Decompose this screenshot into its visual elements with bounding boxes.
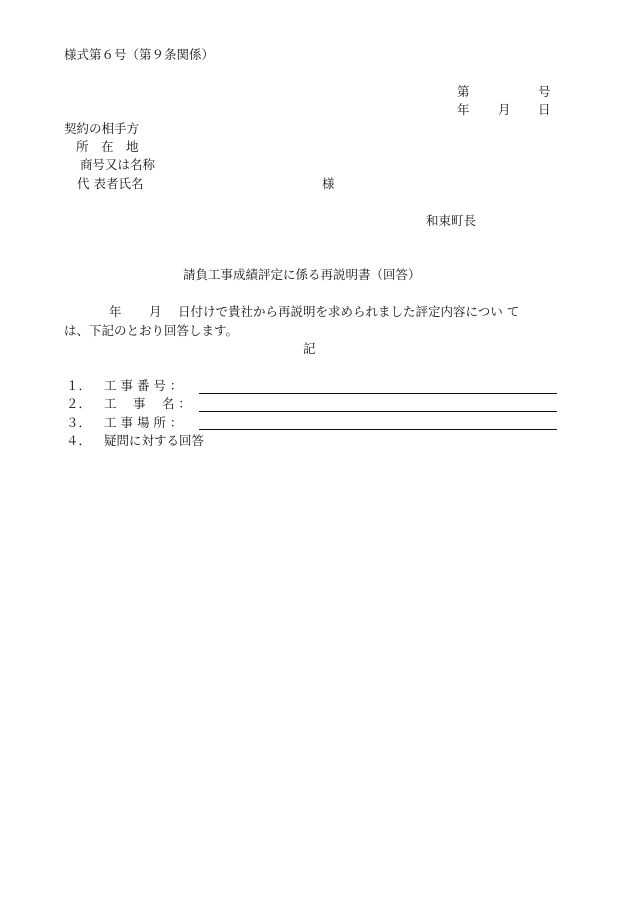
ki-heading: 記 (303, 341, 316, 356)
date-day: 日 (538, 102, 551, 117)
issuer: 和束町長 (426, 213, 477, 228)
addressee-heading: 契約の相手方 (64, 121, 140, 136)
date-year: 年 (457, 102, 470, 117)
item-3-number: ３． (66, 415, 92, 430)
item-2-number: ２． (66, 396, 92, 411)
item-1-number: １． (66, 378, 92, 393)
representative-label: 代 表者氏名 (77, 176, 144, 191)
item-4-label: 疑問に対する回答 (104, 433, 205, 448)
number-suffix: 号 (538, 84, 551, 99)
address-label: 所 在 地 (76, 139, 139, 154)
date-month: 月 (498, 102, 511, 117)
honorific: 様 (322, 176, 335, 191)
body-text-line-2: は、下記のとおり回答します。 (64, 323, 239, 338)
number-prefix: 第 (457, 84, 470, 99)
item-1-blank-line (199, 393, 557, 394)
item-1-label: 工 事 番 号 ： (104, 378, 183, 393)
document-title: 請負工事成績評定に係る再説明書（回答） (183, 267, 421, 282)
form-label: 様式第６号（第９条関係） (64, 47, 215, 62)
company-label: 商号又は名称 (80, 157, 156, 172)
body-text-line-1: 日付けで貴社から再説明を求められました評定内容につい て (178, 304, 520, 319)
body-year: 年 (109, 304, 122, 319)
item-3-label: 工 事 場 所 ： (104, 415, 183, 430)
item-2-blank-line (199, 411, 557, 412)
item-2-label: 工 事 名 ： (104, 396, 191, 411)
body-month: 月 (149, 304, 162, 319)
item-4-number: ４． (66, 433, 92, 448)
item-3-blank-line (199, 429, 557, 430)
